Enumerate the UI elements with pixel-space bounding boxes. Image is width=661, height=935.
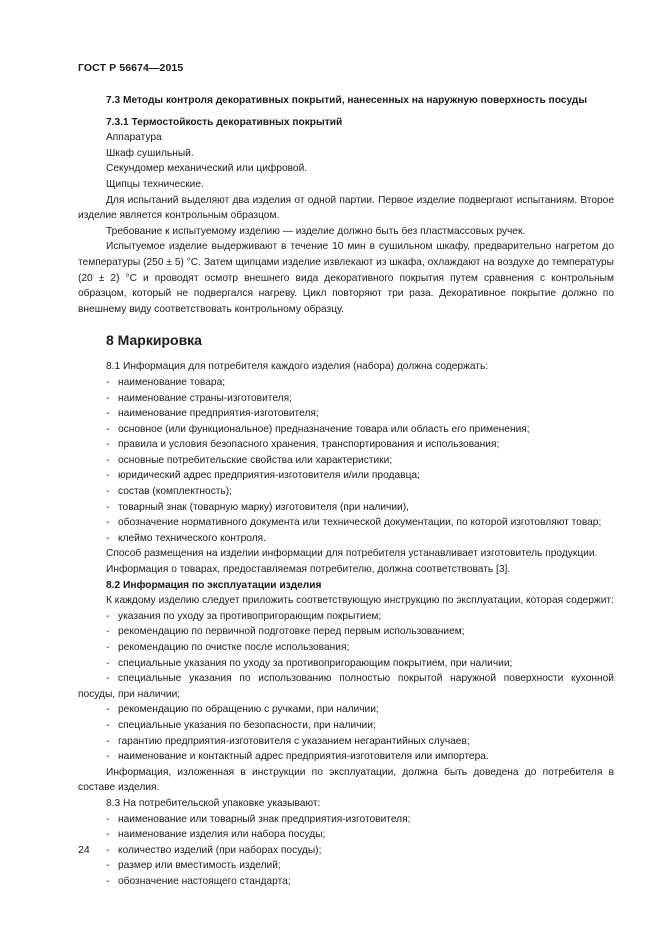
list-item: - рекомендацию по обращению с ручками, при наличии; xyxy=(106,704,379,716)
section-7-3-heading: 7.3 Методы контроля декоративных покрытий, нанесенных на наружную поверхность посуды xyxy=(106,95,588,106)
section-8-3-intro: 8.3 На потребительской упаковке указывают: xyxy=(106,797,321,809)
list-item: - основное (или функциональное) предназначение товара или область его применения; xyxy=(106,423,530,435)
section-8-2-heading: 8.2 Информация по эксплуатации изделия xyxy=(106,579,322,591)
section-8-2-intro: К каждому изделию следует приложить соответствующую инструкцию по эксплуатации, которая содержит: xyxy=(106,595,614,607)
document-body xyxy=(78,93,614,890)
paragraph: Для испытаний выделяют два изделия от одной партии. Первое изделие подвергают испытаниям. Второе изделие является контрольным образцом. xyxy=(78,194,614,222)
list-item: - обозначение настоящего стандарта; xyxy=(106,875,291,887)
list-item: - специальные указания по безопасности, при наличии; xyxy=(106,719,376,731)
list-item: - наименование или товарный знак предприятия-изготовителя; xyxy=(106,813,411,825)
list-item: - наименование изделия или набора посуды; xyxy=(106,829,326,841)
section-8-title: 8 Маркировка xyxy=(106,332,202,349)
list-8-2 xyxy=(78,609,614,765)
apparatus-item: Секундомер механический или цифровой. xyxy=(106,163,308,175)
apparatus-label: Аппаратура xyxy=(106,132,162,144)
apparatus-item: Шкаф сушильный. xyxy=(106,147,194,159)
list-item: - юридический адрес предприятия-изготовителя и/или продавца; xyxy=(106,470,420,482)
paragraph: Информация, изложенная в инструкции по эксплуатации, должна быть доведена до потребителя в составе изделия. xyxy=(78,766,614,794)
list-item: - клеймо технического контроля. xyxy=(106,532,266,544)
list-item: - специальные указания по использованию полностью покрытой наружной поверхности кухонной посуды, при наличии; xyxy=(78,673,614,700)
paragraph: Способ размещения на изделии информации для потребителя устанавливает изготовитель продукции. xyxy=(106,548,598,560)
paragraph: Требование к испытуемому изделию — изделие должно быть без пластмассовых ручек. xyxy=(106,225,526,237)
list-item: - наименование и контактный адрес предприятия-изготовителя или импортера. xyxy=(106,751,489,763)
paragraph: Информация о товарах, предоставляемая потребителю, должна соответствовать [3]. xyxy=(106,564,511,576)
document-header: ГОСТ Р 56674—2015 xyxy=(78,62,184,74)
list-item: - наименование предприятия-изготовителя; xyxy=(106,408,319,420)
list-item: - размер или вместимость изделий; xyxy=(106,860,281,872)
section-8-1-intro: 8.1 Информация для потребителя каждого изделия (набора) должна содержать: xyxy=(106,361,489,373)
list-item: - количество изделий (при наборах посуды); xyxy=(106,844,322,856)
apparatus-item: Щипцы технические. xyxy=(106,178,204,190)
list-8-3 xyxy=(78,812,614,890)
list-item: - указания по уходу за противопригорающим покрытием; xyxy=(106,610,382,622)
list-item: - рекомендацию по первичной подготовке перед первым использованием; xyxy=(106,626,465,638)
list-item: - правила и условия безопасного хранения, транспортирования и использования; xyxy=(106,439,500,451)
list-item: - гарантию предприятия-изготовителя с указанием негарантийных случаев; xyxy=(106,735,470,747)
list-item: - состав (комплектность); xyxy=(106,486,233,498)
list-item: - наименование товара; xyxy=(106,376,226,388)
list-item: - специальные указания по уходу за противопригорающим покрытием, при наличии; xyxy=(106,657,513,669)
paragraph: Испытуемое изделие выдерживают в течение 10 мин в сушильном шкафу, предварительно нагретом до температуры (250 ± 5) °С. Затем щипцами изделие извлекают из шкафа, охлаждают на воздухе до температуры (20 ± 2) °С и проводят осмотр внешнего вида декоративного покрытия путем сравнения с контрольным образцом, который не подвергался нагреву. Цикл повторяют три раза. Декоративное покрытие должно по внешнему виду соответствовать контрольному образцу. xyxy=(78,241,614,315)
list-item: - товарный знак (товарную марку) изготовителя (при наличии), xyxy=(106,501,409,513)
list-item: - рекомендацию по очистке после использования; xyxy=(106,642,350,653)
list-item: - обозначение нормативного документа или технической документации, по которой изготовляют товар; xyxy=(106,517,602,529)
list-item: - основные потребительские свойства или характеристики; xyxy=(106,454,393,466)
list-8-1 xyxy=(78,375,614,547)
list-item: - наименование страны-изготовителя; xyxy=(106,392,292,404)
section-7-3-1-heading: 7.3.1 Термостойкость декоративных покрытий xyxy=(106,116,343,128)
page-number: 24 xyxy=(78,844,90,856)
